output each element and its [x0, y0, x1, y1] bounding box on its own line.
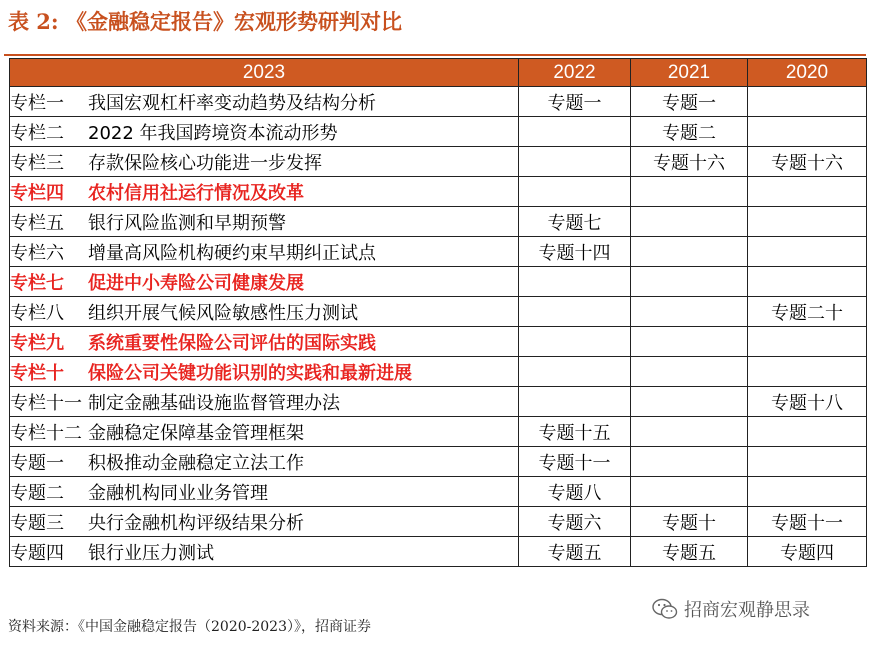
table-row: [10, 297, 867, 327]
table-body: [10, 87, 867, 567]
cell-2021: [631, 207, 748, 237]
caption-divider: [4, 54, 866, 56]
cell-2020: [748, 327, 867, 357]
cell-2021: [631, 417, 748, 447]
cell-2021: [631, 357, 748, 387]
cell-2021: [631, 387, 748, 417]
watermark-text: 招商宏观静思录: [684, 600, 810, 621]
cell-2020: 专题二十: [748, 297, 867, 327]
source-note: 资料来源：《中国金融稳定报告（2020-2023）》，招商证券: [8, 619, 371, 635]
cell-2022: [519, 177, 631, 207]
cell-2021: [631, 327, 748, 357]
topic-cell: [10, 147, 519, 177]
cell-2020: 专题十六: [748, 147, 867, 177]
cell-2022: 专题十五: [519, 417, 631, 447]
cell-2021: [631, 297, 748, 327]
topic-name: 央行金融机构评级结果分析: [88, 512, 304, 534]
cell-2021: 专题五: [631, 537, 748, 567]
topic-cell: [10, 327, 519, 357]
cell-2022: 专题十四: [519, 237, 631, 267]
topic-code: 专栏十二: [10, 422, 82, 444]
cell-2020: [748, 267, 867, 297]
cell-2022: [519, 147, 631, 177]
cell-2022: 专题十一: [519, 447, 631, 477]
topic-cell: [10, 237, 519, 267]
topic-code: 专栏七: [10, 272, 64, 294]
cell-2021: 专题十: [631, 507, 748, 537]
topic-code: 专栏六: [10, 242, 64, 264]
cell-2020: [748, 117, 867, 147]
cell-2022: 专题一: [519, 87, 631, 117]
topic-code: 专题一: [10, 452, 64, 474]
cell-2021: 专题一: [631, 87, 748, 117]
cell-2022: [519, 297, 631, 327]
cell-2021: [631, 177, 748, 207]
cell-2020: [748, 207, 867, 237]
topic-name: 金融稳定保障基金管理框架: [88, 422, 304, 444]
table-row: [10, 117, 867, 147]
topic-code: 专栏二: [10, 122, 64, 144]
cell-2020: 专题四: [748, 537, 867, 567]
header-2023: 2023: [10, 59, 519, 87]
table-row: [10, 327, 867, 357]
cell-2021: [631, 447, 748, 477]
cell-2020: [748, 447, 867, 477]
table-row: [10, 87, 867, 117]
cell-2020: [748, 237, 867, 267]
topic-name: 存款保险核心功能进一步发挥: [88, 152, 322, 174]
topic-cell: [10, 177, 519, 207]
table-row: [10, 207, 867, 237]
topic-code: 专栏八: [10, 302, 64, 324]
topic-name: 增量高风险机构硬约束早期纠正试点: [88, 242, 376, 264]
topic-name: 银行业压力测试: [88, 542, 214, 564]
topic-name: 2022 年我国跨境资本流动形势: [88, 122, 338, 144]
topic-name: 系统重要性保险公司评估的国际实践: [88, 332, 376, 354]
cell-2020: [748, 417, 867, 447]
header-row: [10, 59, 867, 87]
table-row: [10, 507, 867, 537]
topic-cell: [10, 387, 519, 417]
header-2021: 2021: [631, 59, 748, 87]
topic-name: 金融机构同业业务管理: [88, 482, 268, 504]
topic-name: 促进中小寿险公司健康发展: [88, 272, 304, 294]
topic-name: 农村信用社运行情况及改革: [88, 182, 304, 204]
cell-2020: [748, 87, 867, 117]
topic-cell: [10, 447, 519, 477]
topic-code: 专栏五: [10, 212, 64, 234]
topic-name: 银行风险监测和早期预警: [88, 212, 286, 234]
cell-2022: 专题五: [519, 537, 631, 567]
cell-2020: 专题十八: [748, 387, 867, 417]
table-row: [10, 417, 867, 447]
topic-code: 专栏四: [10, 182, 64, 204]
topic-name: 保险公司关键功能识别的实践和最新进展: [88, 362, 412, 384]
table-row: [10, 147, 867, 177]
cell-2022: 专题七: [519, 207, 631, 237]
topic-name: 组织开展气候风险敏感性压力测试: [88, 302, 358, 324]
cell-2021: [631, 237, 748, 267]
table-row: [10, 477, 867, 507]
cell-2022: 专题六: [519, 507, 631, 537]
table-row: [10, 267, 867, 297]
comparison-table: [9, 58, 867, 567]
cell-2020: [748, 477, 867, 507]
watermark: [652, 596, 810, 622]
topic-name: 制定金融基础设施监督管理办法: [88, 392, 340, 414]
table-caption: 表 2: 《金融稳定报告》宏观形势研判对比: [8, 9, 402, 34]
topic-code: 专栏九: [10, 332, 64, 354]
topic-cell: [10, 207, 519, 237]
table-row: [10, 357, 867, 387]
cell-2020: [748, 177, 867, 207]
topic-cell: [10, 477, 519, 507]
cell-2022: [519, 327, 631, 357]
topic-code: 专栏一: [10, 92, 64, 114]
header-2020: 2020: [748, 59, 867, 87]
cell-2021: [631, 267, 748, 297]
cell-2022: [519, 357, 631, 387]
topic-code: 专栏十: [10, 362, 64, 384]
topic-code: 专题四: [10, 542, 64, 564]
header-2022: 2022: [519, 59, 631, 87]
cell-2020: [748, 357, 867, 387]
table-row: [10, 537, 867, 567]
cell-2022: [519, 117, 631, 147]
topic-cell: [10, 87, 519, 117]
cell-2021: 专题二: [631, 117, 748, 147]
table-row: [10, 237, 867, 267]
cell-2022: [519, 387, 631, 417]
topic-cell: [10, 357, 519, 387]
topic-code: 专栏三: [10, 152, 64, 174]
topic-code: 专题三: [10, 512, 64, 534]
cell-2021: [631, 477, 748, 507]
cell-2021: 专题十六: [631, 147, 748, 177]
table-row: [10, 177, 867, 207]
topic-cell: [10, 537, 519, 567]
wechat-icon: [652, 598, 678, 620]
topic-cell: [10, 267, 519, 297]
topic-name: 积极推动金融稳定立法工作: [88, 452, 304, 474]
topic-cell: [10, 117, 519, 147]
cell-2022: 专题八: [519, 477, 631, 507]
topic-cell: [10, 297, 519, 327]
topic-code: 专栏十一: [10, 392, 82, 414]
topic-code: 专题二: [10, 482, 64, 504]
topic-name: 我国宏观杠杆率变动趋势及结构分析: [88, 92, 376, 114]
topic-cell: [10, 417, 519, 447]
cell-2020: 专题十一: [748, 507, 867, 537]
table-row: [10, 387, 867, 417]
table-row: [10, 447, 867, 477]
cell-2022: [519, 267, 631, 297]
topic-cell: [10, 507, 519, 537]
